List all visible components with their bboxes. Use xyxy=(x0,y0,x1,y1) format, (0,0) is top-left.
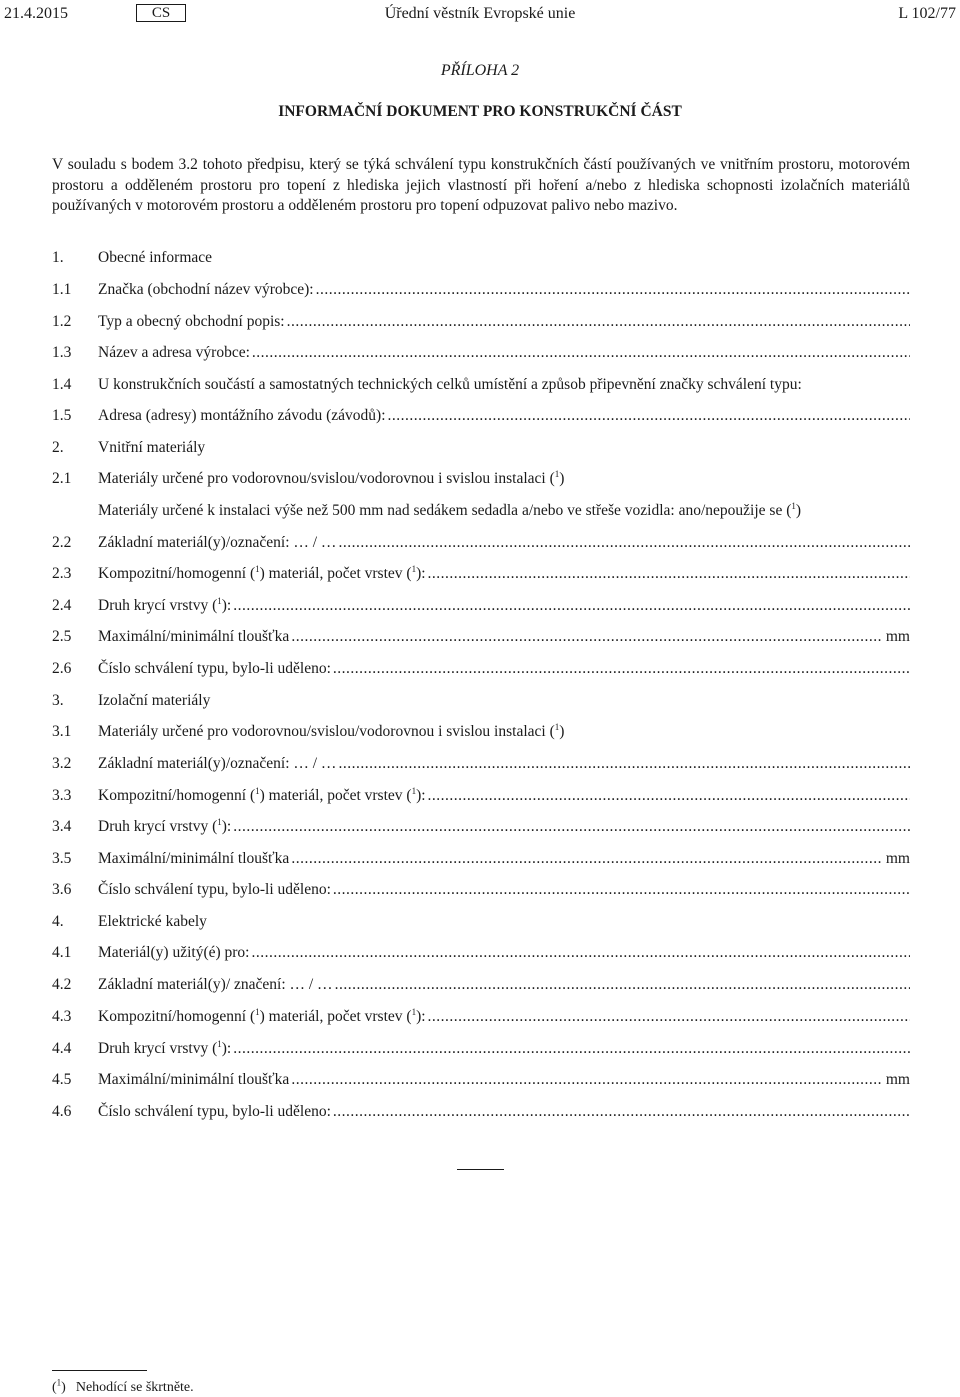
item-label: Maximální/minimální tloušťka xyxy=(98,1071,290,1088)
item-label: Základní materiál(y)/označení: … / … xyxy=(98,755,337,772)
footnote-ref[interactable]: 1 xyxy=(554,721,560,732)
item-label: Vnitřní materiály xyxy=(98,439,206,456)
item-number: 3.1 xyxy=(52,723,72,740)
form-item xyxy=(52,563,910,585)
item-label: Kompozitní/homogenní ($^1$) materiál, počet vrstev ($^1$): xyxy=(98,785,426,804)
item-label: Druh krycí vrstvy ($^1$): xyxy=(98,595,232,614)
item-number: 2.1 xyxy=(52,470,72,487)
item-label: Číslo schválení typu, bylo-li uděleno: xyxy=(98,1103,331,1120)
fill-in-line[interactable] xyxy=(233,1038,910,1059)
item-label: Druh krycí vrstvy ($^1$): xyxy=(98,816,232,835)
form-item xyxy=(52,595,910,617)
item-number: 3.4 xyxy=(52,818,72,835)
item-number: 4.2 xyxy=(52,976,72,993)
document-title: INFORMAČNÍ DOKUMENT PRO KONSTRUKČNÍ ČÁST xyxy=(278,103,682,120)
form-item xyxy=(52,532,910,554)
item-label: Materiály určené pro vodorovnou/svislou/vodorovnou i svislou instalaci ($^1$) xyxy=(98,721,565,740)
item-number: 3. xyxy=(52,692,64,709)
item-label: Kompozitní/homogenní ($^1$) materiál, počet vrstev ($^1$): xyxy=(98,1006,426,1025)
item-label: Materiál(y) užitý(é) pro: xyxy=(98,944,250,961)
form-item xyxy=(52,374,910,396)
item-label: U konstrukčních součástí a samostatných technických celků umístění a způsob připevnění značky schválení typu: xyxy=(98,376,802,393)
form-item xyxy=(52,879,910,901)
section-heading xyxy=(52,247,910,269)
form-item xyxy=(52,1006,910,1028)
item-number: 1.2 xyxy=(52,313,72,330)
footnote-mark: ($^1$) xyxy=(52,1377,66,1395)
item-number: 1.4 xyxy=(52,376,72,393)
item-number: 2.4 xyxy=(52,597,72,614)
fill-in-line[interactable] xyxy=(252,342,910,363)
form-item xyxy=(52,848,910,870)
section-separator xyxy=(457,1169,504,1170)
item-number: 1. xyxy=(52,249,64,266)
form-item xyxy=(52,721,910,743)
fill-in-line[interactable] xyxy=(233,595,910,616)
form-item xyxy=(52,311,910,333)
publication-date: 21.4.2015 xyxy=(4,5,68,22)
form-item xyxy=(52,785,910,807)
item-label: Obecné informace xyxy=(98,249,213,266)
fill-in-line[interactable] xyxy=(428,785,910,806)
footnote-text: Nehodící se škrtněte. xyxy=(75,1380,194,1395)
item-number: 2.6 xyxy=(52,660,72,677)
item-label: Elektrické kabely xyxy=(98,913,207,930)
form-item xyxy=(52,816,910,838)
item-number: 3.3 xyxy=(52,787,72,804)
fill-in-line[interactable] xyxy=(338,532,910,553)
item-label: Typ a obecný obchodní popis: xyxy=(98,313,285,330)
footnote-ref[interactable]: 1 xyxy=(554,468,560,479)
form-item xyxy=(52,342,910,364)
item-label: Materiály určené k instalaci výše než 500 mm nad sedákem sedadla a/nebo ve střeše vozidla: ano/nepoužije se ($^1$) xyxy=(98,500,802,519)
journal-title: Úřední věstník Evropské unie xyxy=(384,5,576,22)
item-label: Druh krycí vrstvy ($^1$): xyxy=(98,1038,232,1057)
item-number: 4.5 xyxy=(52,1071,72,1088)
footnote-ref[interactable]: 1 xyxy=(217,1038,222,1049)
page-header xyxy=(4,3,956,23)
footnote-ref[interactable]: 1 xyxy=(255,1006,260,1017)
item-number: 1.3 xyxy=(52,344,72,361)
language-badge: CS xyxy=(136,4,186,22)
item-number: 2.5 xyxy=(52,628,72,645)
form-item xyxy=(52,405,910,427)
fill-in-line[interactable] xyxy=(291,626,882,647)
item-label: Číslo schválení typu, bylo-li uděleno: xyxy=(98,660,331,677)
item-number: 4.3 xyxy=(52,1008,72,1025)
section-heading xyxy=(52,437,910,459)
form-subitem xyxy=(98,500,910,522)
form-item xyxy=(52,468,910,490)
item-number: 2.3 xyxy=(52,565,72,582)
item-label: Maximální/minimální tloušťka xyxy=(98,850,290,867)
intro-paragraph: V souladu s bodem 3.2 tohoto předpisu, který se týká schválení typu konstrukčních částí používaných ve vnitřním prostoru, motorovém prostoru a odděleném prostoru pro topení z hlediska jejich vlastností při hoření a/nebo z hlediska schopnosti izolačních materiálů používaných v motorovém prostoru a odděleném prostoru pro topení odpuzovat palivo nebo mazivo. xyxy=(52,156,910,214)
form-item xyxy=(52,974,910,996)
fill-in-line[interactable] xyxy=(428,1006,910,1027)
fill-in-line[interactable] xyxy=(287,311,910,332)
form-item xyxy=(52,1038,910,1060)
fill-in-line[interactable] xyxy=(316,279,910,300)
footnote-ref[interactable]: 1 xyxy=(255,785,260,796)
item-number: 1.5 xyxy=(52,407,72,424)
item-label: Adresa (adresy) montážního závodu (závodů): xyxy=(98,407,386,424)
item-number: 2. xyxy=(52,439,64,456)
footnote-ref[interactable]: 1 xyxy=(411,1006,417,1017)
form-item xyxy=(52,942,910,964)
form-item xyxy=(52,1101,910,1123)
item-label: Materiály určené pro vodorovnou/svislou/vodorovnou i svislou instalaci ($^1$) xyxy=(98,468,565,487)
item-number: 1.1 xyxy=(52,281,72,298)
fill-in-line[interactable] xyxy=(338,753,910,774)
unit-label: mm xyxy=(885,628,910,645)
item-number: 3.6 xyxy=(52,881,72,898)
item-number: 2.2 xyxy=(52,534,72,551)
item-label: Izolační materiály xyxy=(98,692,211,709)
item-label: Maximální/minimální tloušťka xyxy=(98,628,290,645)
item-number: 3.5 xyxy=(52,850,72,867)
footnote-ref[interactable]: 1 xyxy=(217,816,222,827)
item-label: Název a adresa výrobce: xyxy=(98,344,250,361)
fill-in-line[interactable] xyxy=(291,1069,882,1090)
footnote-ref[interactable]: 1 xyxy=(411,563,417,574)
item-number: 4.4 xyxy=(52,1040,72,1057)
item-number: 4. xyxy=(52,913,64,930)
footnote xyxy=(52,1377,194,1397)
section-heading xyxy=(52,690,910,712)
footnote-ref[interactable]: 1 xyxy=(411,785,417,796)
footnote-rule xyxy=(52,1370,147,1371)
item-number: 3.2 xyxy=(52,755,72,772)
form-item xyxy=(52,1069,910,1091)
form-item xyxy=(52,626,910,648)
fill-in-line[interactable] xyxy=(233,816,910,837)
fill-in-line[interactable] xyxy=(333,1101,910,1122)
annex-label: PŘÍLOHA 2 xyxy=(440,62,520,79)
fill-in-line[interactable] xyxy=(333,879,910,900)
footnote-ref[interactable]: 1 xyxy=(791,500,796,511)
form-item xyxy=(52,753,910,775)
footnote-ref[interactable]: 1 xyxy=(255,563,260,574)
item-number: 4.6 xyxy=(52,1103,72,1120)
fill-in-line[interactable] xyxy=(252,942,911,963)
item-label: Značka (obchodní název výrobce): xyxy=(98,281,314,298)
item-label: Základní materiál(y)/označení: … / … xyxy=(98,534,337,551)
form-item xyxy=(52,279,910,301)
fill-in-line[interactable] xyxy=(388,405,911,426)
item-label: Číslo schválení typu, bylo-li uděleno: xyxy=(98,881,331,898)
fill-in-line[interactable] xyxy=(333,658,910,679)
unit-label: mm xyxy=(885,850,910,867)
item-label: Základní materiál(y)/ značení: … / … xyxy=(98,976,333,993)
section-heading xyxy=(52,911,910,933)
item-number: 4.1 xyxy=(52,944,72,961)
form-item xyxy=(52,658,910,680)
fill-in-line[interactable] xyxy=(428,563,910,584)
fill-in-line[interactable] xyxy=(335,974,910,995)
page-reference: L 102/77 xyxy=(898,5,956,22)
footnote-ref[interactable]: 1 xyxy=(217,595,222,606)
item-label: Kompozitní/homogenní ($^1$) materiál, počet vrstev ($^1$): xyxy=(98,563,426,582)
fill-in-line[interactable] xyxy=(291,848,882,869)
unit-label: mm xyxy=(885,1071,910,1088)
